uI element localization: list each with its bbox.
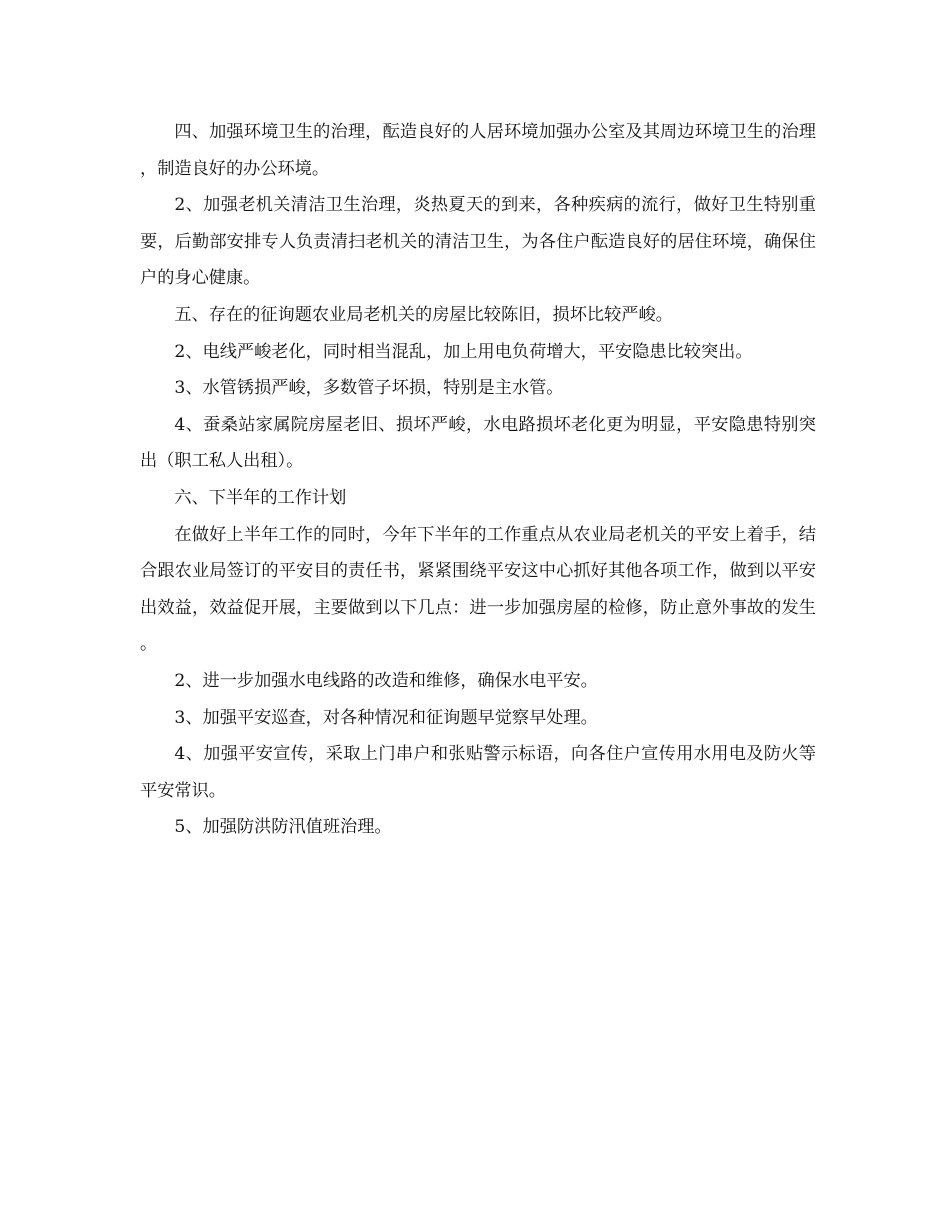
paragraph-plan-heading: 六、下半年的工作计划 [174,487,347,508]
document-body [140,114,816,846]
paragraph-plan-item-2: 2、进一步加强水电线路的改造和维修，确保水电平安。 [174,670,598,691]
paragraph-plan-intro: 在做好上半年工作的同时，今年下半年的工作重点从农业局老机关的平安上着手，结合跟农业局签订的平安目的责任书，紧紧围绕平安这中心抓好其他各项工作，做到以平安出效益，效益促开展，主要做到以下几点：进一步加强房屋的检修，防止意外事故的发生。 [140,524,816,655]
paragraph-problems-heading: 五、存在的征询题农业局老机关的房屋比较陈旧，损坏比较严峻。 [174,304,673,325]
paragraph-plan-item-4: 4、加强平安宣传，采取上门串户和张贴警示标语，向各住户宣传用水用电及防火等平安常识。 [140,744,816,801]
paragraph-water-pipes: 3、水管锈损严峻，多数管子坏损，特别是主水管。 [174,378,564,399]
paragraph-plan-item-3: 3、加强平安巡查，对各种情况和征询题早觉察早处理。 [174,707,598,728]
paragraph-wiring: 2、电线严峻老化，同时相当混乱，加上用电负荷增大，平安隐患比较突出。 [174,341,753,362]
paragraph-cleaning: 2、加强老机关清洁卫生治理，炎热夏天的到来，各种疾病的流行，做好卫生特别重要，后勤部安排专人负责清扫老机关的清洁卫生，为各住户酝造良好的居住环境，确保住户的身心健康。 [140,195,816,289]
paragraph-housing: 4、蚕桑站家属院房屋老旧、损坏严峻，水电路损坏老化更为明显，平安隐患特别突出（职工私人出租）。 [140,414,816,472]
paragraph-environment-heading: 四、加强环境卫生的治理，酝造良好的人居环境加强办公室及其周边环境卫生的治理，制造良好的办公环境。 [140,122,816,179]
paragraph-plan-item-5: 5、加强防洪防汛值班治理。 [174,817,392,838]
